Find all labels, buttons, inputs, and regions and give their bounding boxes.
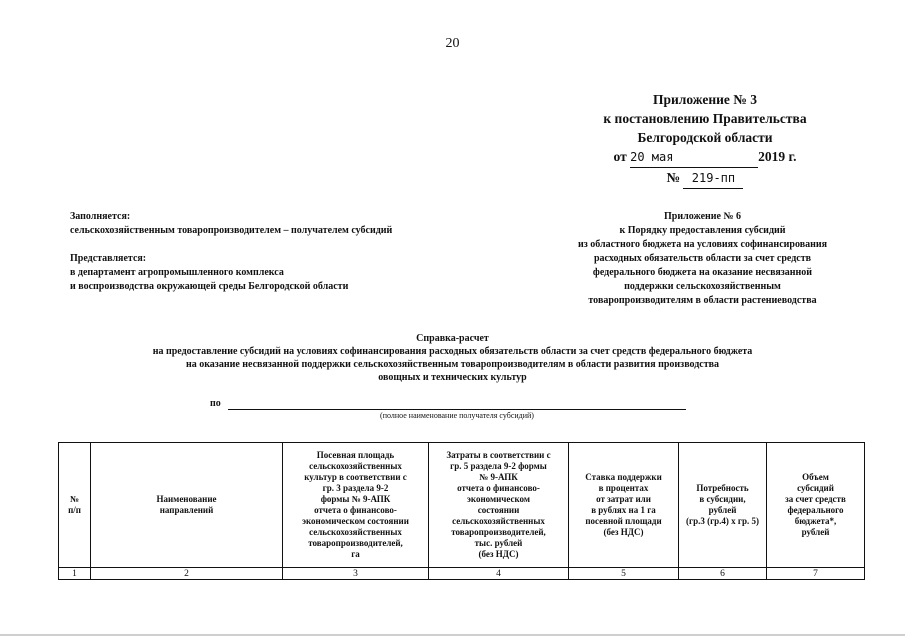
submission-info	[70, 210, 392, 294]
header-costs: Затраты в соответствии с гр. 5 раздела 9-2 формы № 9-АПК отчета о финансово- экономическом состоянии сельскохозяйственных товаропроизводителей, тыс. рублей (без НДС)	[429, 443, 569, 568]
scan-edge	[0, 634, 905, 636]
appendix-resolution: к постановлению Правительства	[603, 111, 807, 126]
fill-value: сельскохозяйственным товаропроизводителем – получателем субсидий	[70, 225, 393, 236]
header-subsidy-volume: Объем субсидий за счет средств федерального бюджета*, рублей	[767, 443, 865, 568]
submit-label: Представляется:	[70, 253, 147, 264]
order-appendix-reference	[545, 210, 860, 308]
order-appendix-line: к Порядку предоставления субсидий	[619, 225, 786, 236]
title-line: овощных и технических культур	[378, 372, 527, 383]
date-suffix: 2019 г.	[758, 149, 797, 164]
order-appendix-line: товаропроизводителям в области растениеводства	[588, 295, 817, 306]
appendix-number	[560, 168, 850, 189]
submit-line-2: и воспроизводства окружающей среды Белгородской области	[70, 281, 349, 292]
order-appendix-line: из областного бюджета на условиях софинансирования	[577, 239, 828, 250]
order-appendix-line: поддержки сельскохозяйственным	[624, 281, 781, 292]
column-number: 6	[679, 568, 767, 580]
header-subsidy-need: Потребность в субсидии, рублей (гр.3 (гр.4) х гр. 5)	[679, 443, 767, 568]
title-line: на оказание несвязанной поддержки сельскохозяйственным товаропроизводителям в области развития производства	[185, 359, 720, 370]
order-appendix-line: федерального бюджета на оказание несвязанной	[592, 267, 813, 278]
document-title	[40, 332, 865, 384]
column-number: 7	[767, 568, 865, 580]
column-number: 5	[569, 568, 679, 580]
header-sown-area: Посевная площадь сельскохозяйственных культур в соответствии с гр. 3 раздела 9-2 формы № 9-АПК отчета о финансово- экономическом состоянии сельскохозяйственных товаропроизводителей, га	[283, 443, 429, 568]
recipient-prefix: по	[210, 398, 221, 409]
appendix-title: Приложение № 3	[653, 92, 757, 107]
recipient-caption: (полное наименование получателя субсидий)	[380, 411, 534, 420]
column-number: 1	[59, 568, 91, 580]
column-number: 4	[429, 568, 569, 580]
table-header-row	[59, 443, 865, 568]
submit-line-1: в департамент агропромышленного комплекса	[70, 267, 284, 278]
number-handwritten: 219-пп	[683, 169, 743, 189]
appendix-region: Белгородской области	[637, 130, 773, 145]
calculation-table	[58, 442, 865, 580]
table-column-numbers-row	[59, 568, 865, 580]
appendix-header	[560, 90, 850, 189]
column-number: 2	[91, 568, 283, 580]
header-direction: Наименование направлений	[91, 443, 283, 568]
header-number: № п/п	[59, 443, 91, 568]
date-prefix: от	[613, 149, 627, 164]
fill-label: Заполняется:	[70, 211, 131, 222]
number-prefix: №	[666, 170, 681, 185]
column-number: 3	[283, 568, 429, 580]
order-appendix-line: расходных обязательств области за счет средств	[593, 253, 812, 264]
appendix-date	[560, 147, 850, 168]
title-line: на предоставление субсидий на условиях софинансирования расходных обязательств области за счет средств федерального бюджета	[152, 346, 753, 357]
order-appendix-line: Приложение № 6	[663, 211, 742, 222]
title-heading: Справка-расчет	[416, 333, 489, 344]
date-handwritten: 20 мая	[630, 148, 758, 168]
header-support-rate: Ставка поддержки в процентах от затрат или в рублях на 1 га посевной площади (без НДС)	[569, 443, 679, 568]
page-number: 20	[445, 36, 460, 51]
recipient-name-field[interactable]	[228, 409, 686, 410]
